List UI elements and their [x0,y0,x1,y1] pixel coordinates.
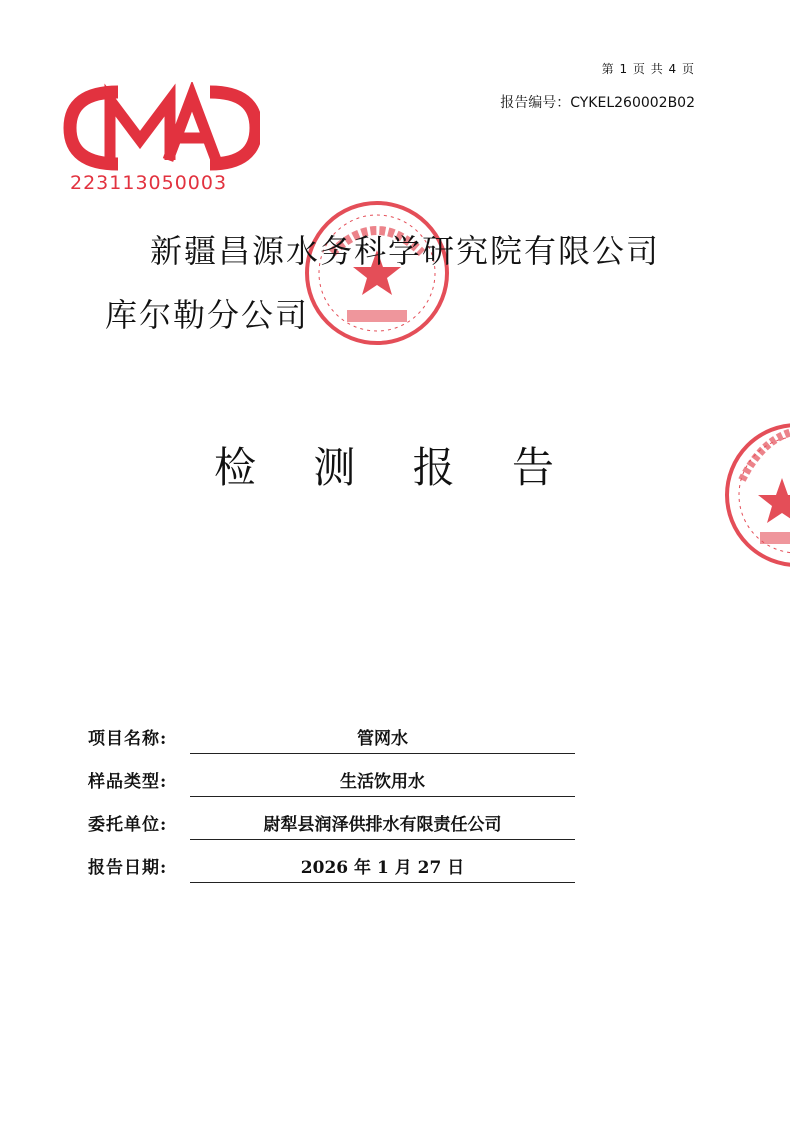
cma-logo [60,82,260,200]
company-name-line2: 库尔勒分公司 [104,296,309,334]
report-number: 报告编号：CYKEL260002B02 [500,95,695,111]
info-label: 项目名称: [88,729,168,749]
info-label: 报告日期: [88,858,168,878]
info-value: 管网水 [190,724,575,754]
info-row-report-date [88,851,588,894]
cma-mark-icon [60,82,260,174]
document-title: 检 测 报 告 [213,443,577,492]
info-value: 2026 年 1 月 27 日 [190,853,575,883]
info-label: 样品类型: [88,772,168,792]
info-row-project [88,722,588,765]
info-value: 尉犁县润泽供排水有限责任公司 [190,810,575,840]
info-value: 生活饮用水 [190,767,575,797]
info-row-sample-type [88,765,588,808]
cma-number: 223113050003 [70,172,228,194]
report-info [88,722,588,894]
info-row-client [88,808,588,851]
page-number: 第 1 页 共 4 页 [601,62,695,76]
company-name-line1: 新疆昌源水务科学研究院有限公司 [149,232,660,270]
info-label: 委托单位: [88,815,168,835]
